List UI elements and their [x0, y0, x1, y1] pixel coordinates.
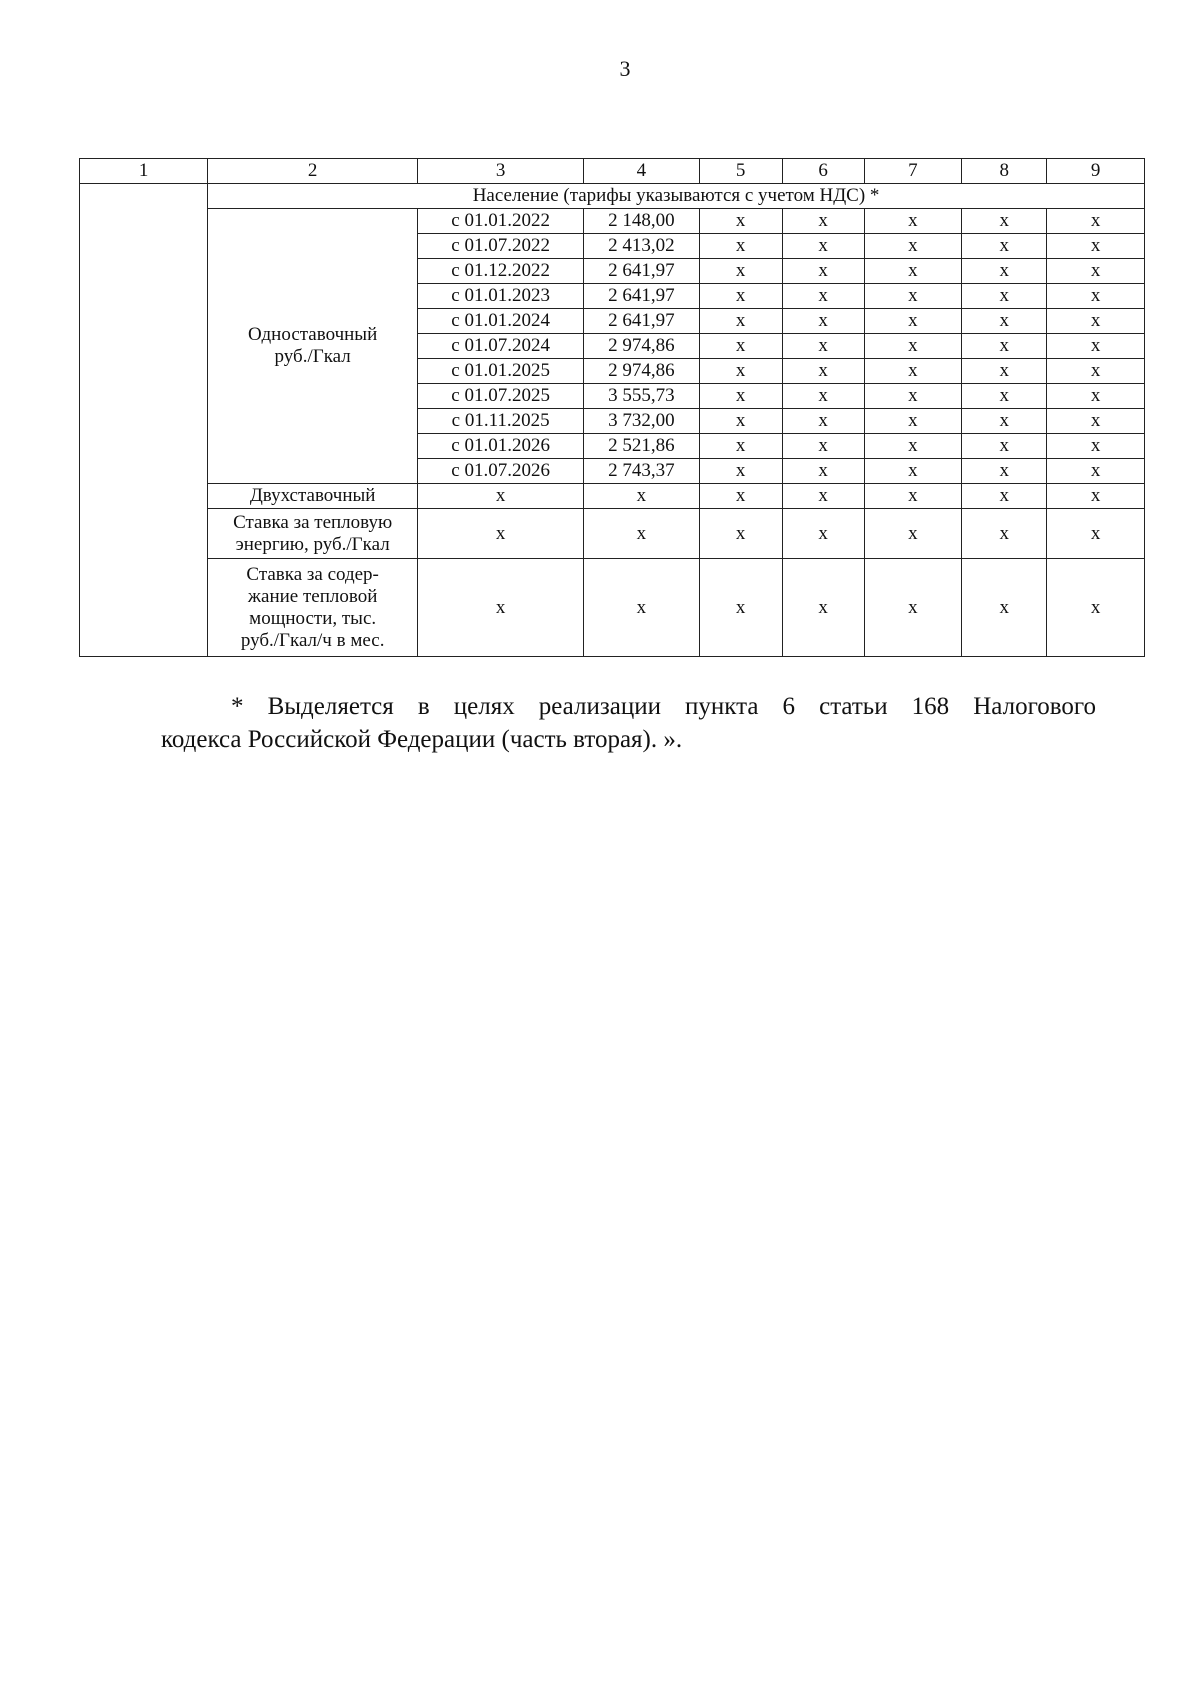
empty-mark: х	[782, 234, 864, 259]
empty-mark: х	[1047, 509, 1145, 559]
energy-rate-label	[208, 509, 418, 559]
empty-column-1-cell	[80, 184, 208, 657]
energy-rate-label-line: энергию, руб./Гкал	[235, 533, 390, 555]
empty-mark: х	[864, 484, 962, 509]
column-number: 5	[699, 159, 782, 184]
empty-mark: х	[962, 409, 1047, 434]
empty-mark: х	[864, 434, 962, 459]
tariff-date: с 01.01.2023	[418, 284, 584, 309]
empty-mark: х	[1047, 384, 1145, 409]
empty-mark: х	[864, 459, 962, 484]
tariff-date: с 01.07.2026	[418, 459, 584, 484]
empty-mark: х	[699, 209, 782, 234]
empty-mark: х	[1047, 559, 1145, 657]
empty-mark: х	[782, 559, 864, 657]
tariff-value: 2 974,86	[584, 359, 700, 384]
empty-mark: х	[1047, 459, 1145, 484]
tariff-table	[79, 158, 1145, 657]
empty-mark: х	[962, 284, 1047, 309]
empty-mark: х	[699, 284, 782, 309]
single-rate-row	[80, 209, 1145, 234]
empty-mark: х	[699, 484, 782, 509]
empty-mark: х	[584, 484, 700, 509]
empty-mark: х	[962, 259, 1047, 284]
tariff-date: с 01.01.2026	[418, 434, 584, 459]
tariff-value: 2 641,97	[584, 259, 700, 284]
tariff-date: с 01.07.2022	[418, 234, 584, 259]
empty-mark: х	[1047, 409, 1145, 434]
empty-mark: х	[962, 334, 1047, 359]
empty-mark: х	[782, 434, 864, 459]
empty-mark: х	[699, 559, 782, 657]
empty-mark: х	[699, 459, 782, 484]
empty-mark: х	[864, 234, 962, 259]
empty-mark: х	[418, 484, 584, 509]
empty-mark: х	[699, 434, 782, 459]
capacity-rate-label	[208, 559, 418, 657]
empty-mark: х	[962, 484, 1047, 509]
column-number-row	[80, 159, 1145, 184]
empty-mark: х	[1047, 434, 1145, 459]
capacity-rate-label-line: руб./Гкал/ч в мес.	[240, 629, 385, 651]
capacity-rate-label-line: Ставка за содер-	[246, 563, 379, 585]
empty-mark: х	[699, 384, 782, 409]
tariff-date: с 01.01.2022	[418, 209, 584, 234]
tariff-value: 2 521,86	[584, 434, 700, 459]
empty-mark: х	[782, 309, 864, 334]
column-number: 1	[80, 159, 208, 184]
tariff-value: 3 732,00	[584, 409, 700, 434]
empty-mark: х	[864, 309, 962, 334]
empty-mark: х	[418, 559, 584, 657]
tariff-value: 2 641,97	[584, 309, 700, 334]
empty-mark: х	[864, 509, 962, 559]
empty-mark: х	[699, 359, 782, 384]
column-number: 8	[962, 159, 1047, 184]
empty-mark: х	[782, 284, 864, 309]
empty-mark: х	[1047, 259, 1145, 284]
empty-mark: х	[584, 509, 700, 559]
tariff-value: 2 641,97	[584, 284, 700, 309]
tariff-date: с 01.01.2025	[418, 359, 584, 384]
column-number: 2	[208, 159, 418, 184]
empty-mark: х	[962, 384, 1047, 409]
tariff-date: с 01.07.2025	[418, 384, 584, 409]
capacity-rate-row	[80, 559, 1145, 657]
empty-mark: х	[962, 509, 1047, 559]
empty-mark: х	[699, 509, 782, 559]
single-rate-label-line: Одноставочный	[248, 324, 378, 345]
empty-mark: х	[1047, 209, 1145, 234]
single-rate-label	[208, 209, 418, 484]
footnote-line: * Выделяется в целях реализации пункта 6 статьи 168 Налогового	[231, 693, 1096, 720]
empty-mark: х	[864, 409, 962, 434]
empty-mark: х	[782, 484, 864, 509]
tariff-date: с 01.11.2025	[418, 409, 584, 434]
tariff-value: 2 413,02	[584, 234, 700, 259]
empty-mark: х	[782, 334, 864, 359]
empty-mark: х	[1047, 234, 1145, 259]
empty-mark: х	[962, 359, 1047, 384]
empty-mark: х	[864, 259, 962, 284]
empty-mark: х	[1047, 309, 1145, 334]
empty-mark: х	[699, 409, 782, 434]
two-rate-label: Двухставочный	[208, 484, 418, 509]
empty-mark: х	[864, 384, 962, 409]
empty-mark: х	[864, 559, 962, 657]
single-rate-label-line: руб./Гкал	[274, 346, 351, 367]
empty-mark: х	[864, 359, 962, 384]
tariff-value: 3 555,73	[584, 384, 700, 409]
tariff-date: с 01.07.2024	[418, 334, 584, 359]
column-number: 3	[418, 159, 584, 184]
empty-mark: х	[782, 409, 864, 434]
empty-mark: х	[962, 434, 1047, 459]
tariff-date: с 01.01.2024	[418, 309, 584, 334]
tariff-value: 2 743,37	[584, 459, 700, 484]
empty-mark: х	[699, 259, 782, 284]
tariff-value: 2 974,86	[584, 334, 700, 359]
page-number: 3	[619, 56, 631, 81]
empty-mark: х	[962, 209, 1047, 234]
empty-mark: х	[782, 209, 864, 234]
empty-mark: х	[699, 234, 782, 259]
empty-mark: х	[864, 284, 962, 309]
empty-mark: х	[418, 509, 584, 559]
capacity-rate-label-line: мощности, тыс.	[249, 607, 377, 629]
empty-mark: х	[1047, 484, 1145, 509]
empty-mark: х	[699, 334, 782, 359]
empty-mark: х	[962, 559, 1047, 657]
empty-mark: х	[584, 559, 700, 657]
two-rate-row	[80, 484, 1145, 509]
empty-mark: х	[864, 334, 962, 359]
empty-mark: х	[699, 309, 782, 334]
column-number: 7	[864, 159, 962, 184]
empty-mark: х	[782, 359, 864, 384]
group-title-row	[80, 184, 1145, 209]
empty-mark: х	[782, 509, 864, 559]
empty-mark: х	[962, 234, 1047, 259]
energy-rate-label-line: Ставка за тепловую	[233, 511, 393, 533]
column-number: 6	[782, 159, 864, 184]
empty-mark: х	[782, 384, 864, 409]
footnote-line: кодекса Российской Федерации (часть вторая). ».	[161, 726, 683, 753]
empty-mark: х	[782, 259, 864, 284]
empty-mark: х	[962, 459, 1047, 484]
empty-mark: х	[1047, 359, 1145, 384]
empty-mark: х	[962, 309, 1047, 334]
empty-mark: х	[864, 209, 962, 234]
energy-rate-row	[80, 509, 1145, 559]
empty-mark: х	[1047, 284, 1145, 309]
group-title: Население (тарифы указываются с учетом НДС) *	[208, 184, 1145, 209]
column-number: 4	[584, 159, 700, 184]
column-number: 9	[1047, 159, 1145, 184]
empty-mark: х	[782, 459, 864, 484]
capacity-rate-label-line: жание тепловой	[247, 585, 378, 607]
tariff-date: с 01.12.2022	[418, 259, 584, 284]
empty-mark: х	[1047, 334, 1145, 359]
tariff-value: 2 148,00	[584, 209, 700, 234]
footnote	[161, 690, 1096, 756]
